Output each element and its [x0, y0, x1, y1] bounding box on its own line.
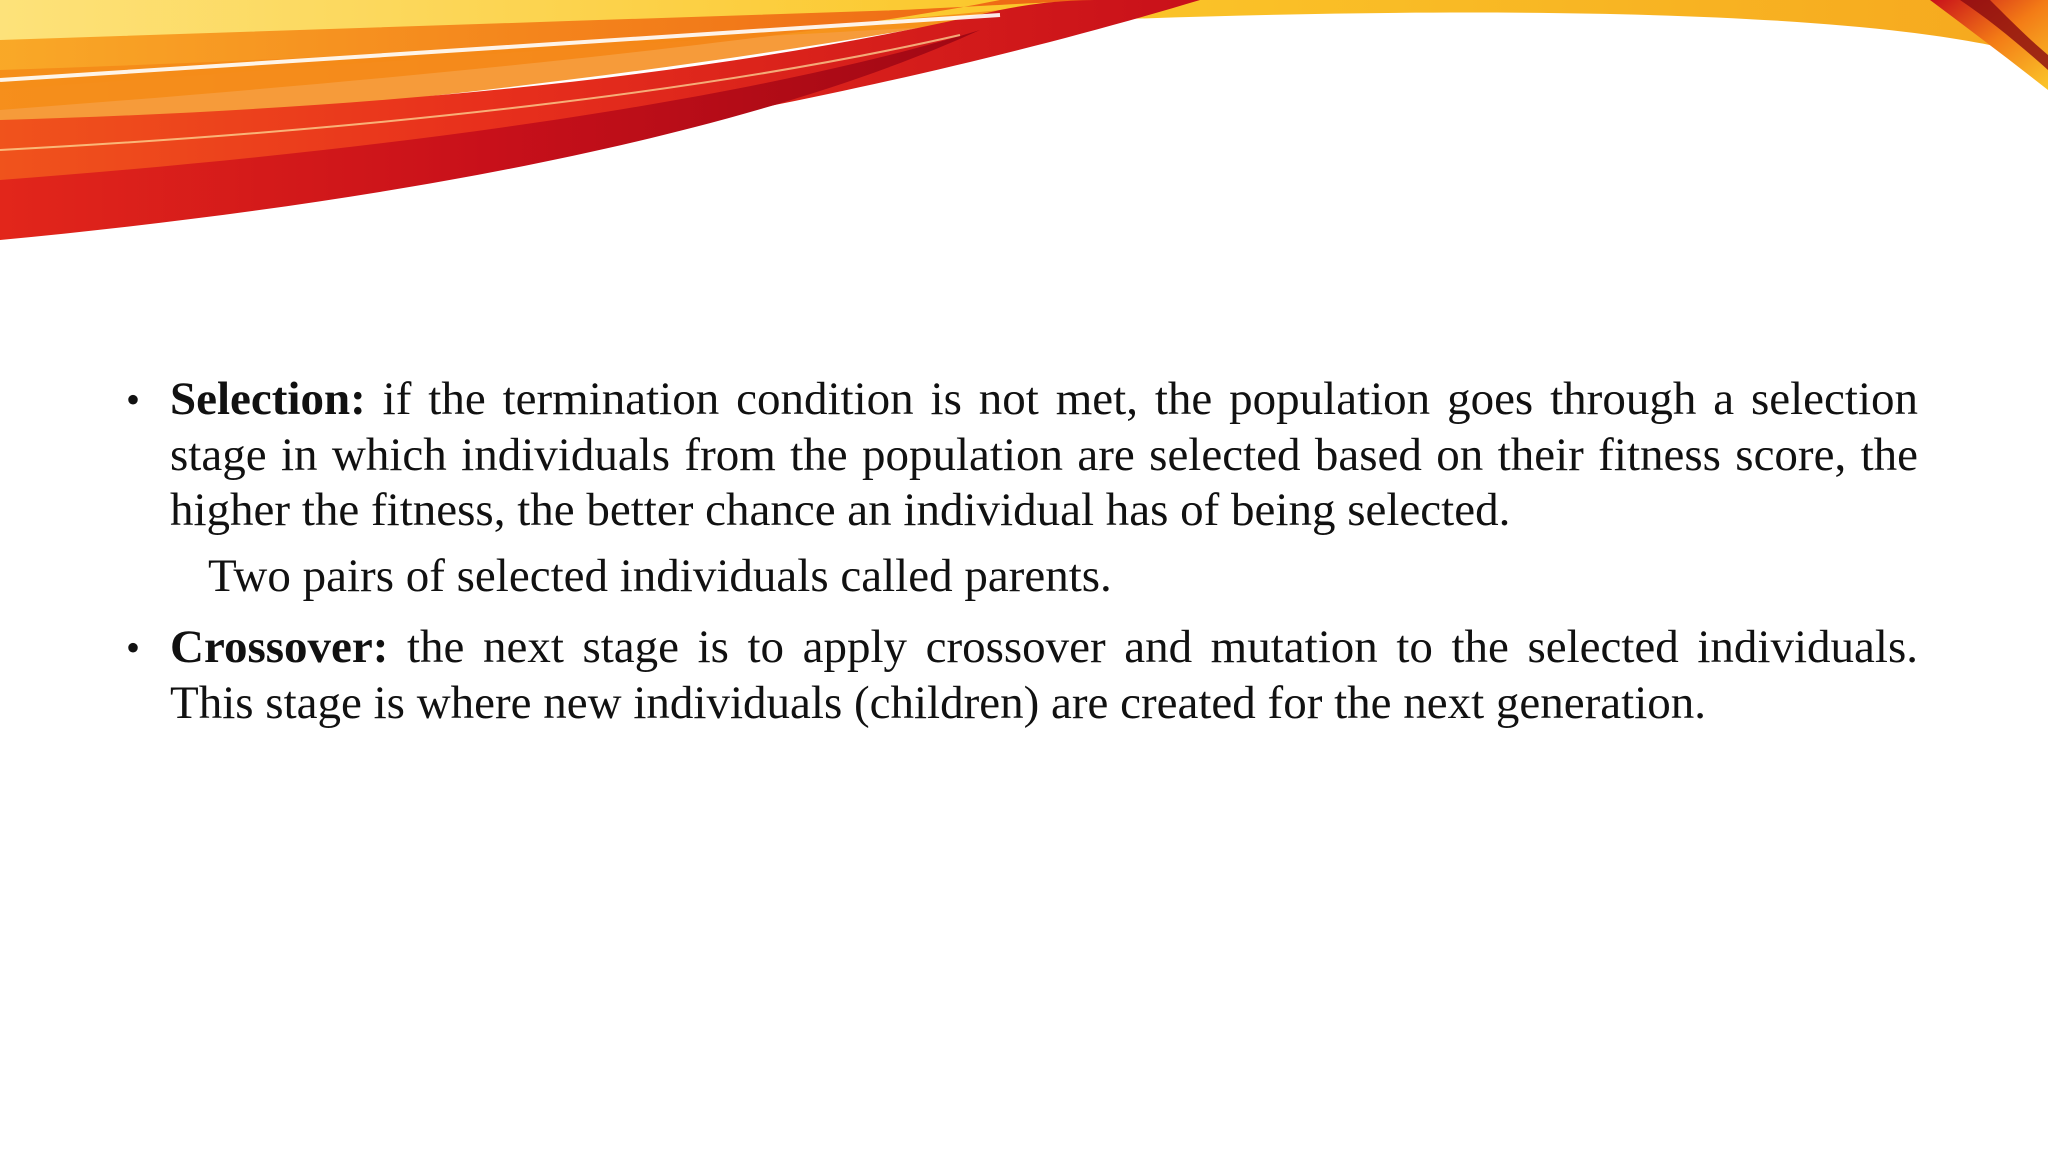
term-crossover: Crossover:	[170, 621, 389, 673]
parents-note: Two pairs of selected individuals called parents.	[208, 549, 1112, 602]
ribbon-decoration	[0, 0, 2048, 260]
bullet-dot: •	[126, 377, 141, 422]
selection-description: if the termination condition is not met, the population goes through a selection stage in which individuals from the population are selected based on their fitness score, the higher the fitness, the better chance an individual has of being selected.	[170, 373, 1918, 536]
term-selection: Selection:	[170, 373, 366, 425]
bullet-dot: •	[126, 625, 141, 670]
bullet-selection	[126, 372, 1918, 539]
crossover-description: the next stage is to apply crossover and mutation to the selected individuals. This stage is where new individuals (children) are created for the next generation.	[170, 621, 1918, 729]
bullet-crossover	[126, 620, 1918, 731]
bullet-content	[126, 372, 1918, 731]
